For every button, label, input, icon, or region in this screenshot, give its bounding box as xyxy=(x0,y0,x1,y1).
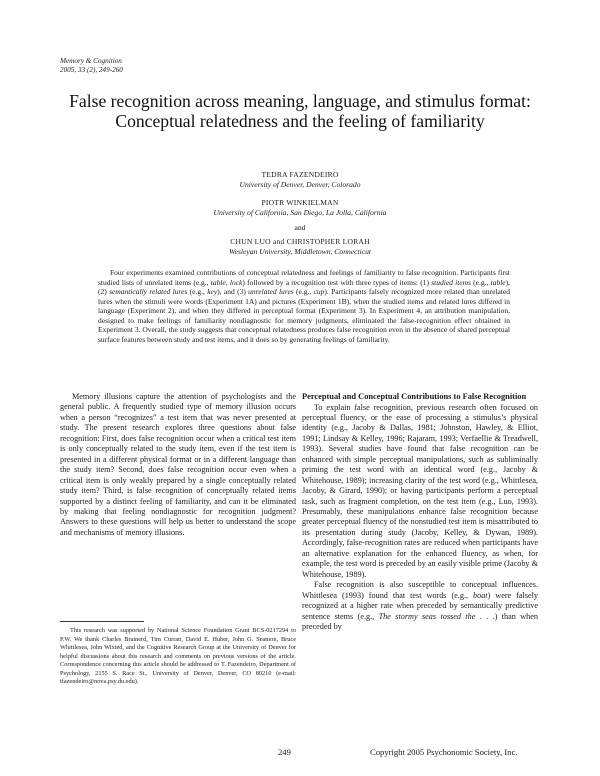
abstract: Four experiments examined contributions of conceptual relatedness and feelings of familiarity to false recognition. Participants first studied lists of unrelated items (e.g., table, lock) followed by a recognition test with three types of items: (1) studied items (e.g., table), (2) semantically related lures (e.g., key), and (3) unrelated lures (e.g., cup). Participants falsely recognized more related than unrelated lures when the stimuli were words (Experiment 1A) and pictures (Experiment 1B), when the studied items and related lures differed in language (Experiment 2), and when they differed in perceptual format (Experiment 3). In Experiment 4, an attribution manipulation, designed to make feelings of familiarity nondiagnostic for memory judgments, eliminated the false-recognition effect obtained in Experiment 3. Overall, the study suggests that conceptual relatedness produces false recognition even in the absence of shared perceptual surface features between study and test items, and it does so by generating feelings of familiarity. xyxy=(98,268,511,344)
author-affiliation: University of Denver, Denver, Colorado xyxy=(239,180,361,189)
footnote: This research was supported by National Science Foundation Grant BCS-0217294 to P.W. We thank Charles Brainerd, Tim Curran, David E. Huber, John G. Seamon, Bruce Whittlesea, John Wixted, and the Cognitive Research Group at the University of Denver for helpful discussions about this research and comments on previous versions of the article. Correspondence concerning this article should be addressed to T. Fazendeiro, Department of Psychology, 2155 S. Race St., University of Denver, Denver, CO 80210 (e-mail: tfazendeiro@nova.psy.du.edu). xyxy=(60,627,296,686)
body-paragraph: To explain false recognition, previous research often focused on perceptual fluency, or the ease of processing a stimulus’s physical identity (e.g., Jacoby & Dallas, 1981; Johnston, Hawley, & Elliot, 1991; Lindsay & Kelley, 1996; Rajaram, 1993; Verfaellie & Treadwell, 1993). Several studies have found that false recognition can be enhanced with simple perceptual manipulations, such as subliminally priming the test word with an identical word (e.g., Jacoby & Whitehouse, 1989); increasing clarity of the test word (e.g., Whittlesea, Jacoby, & Girard, 1990); or having participants perform a perceptual task, such as fragment completion, on the test item (e.g., Luo, 1993). Presumably, these manipulations enhance false recognition because greater perceptual fluency of the nonstudied test item is misattributed to its presentation during study (Jacoby, Kelley, & Dywan, 1989). Accordingly, false-recognition rates are reduced when participants have an alternative explanation for the enhanced fluency, as when, for example, the test word is preceded by an easily visible prime (Jacoby & Whitehouse, 1989). xyxy=(302,402,538,579)
page-number: 249 xyxy=(278,747,291,757)
journal-header xyxy=(60,57,123,75)
body-paragraph: False recognition is also susceptible to conceptual influences. Whittlesea (1993) found that test words (e.g., boat) were falsely recognized at a higher rate when preceded by semantically predictive sentence stems (e.g., The stormy seas tossed the . . .) than when preceded by xyxy=(302,580,538,632)
journal-name: Memory & Cognition xyxy=(60,57,122,65)
intro-paragraph: Memory illusions capture the attention of psychologists and the general public. A frequently studied type of memory illusion occurs when a person “recognizes” a test item that was never presented at study. The present research explores three questions about false recognition: First, does false recognition occur when a critical test item is only conceptually related to the study item, even if the test item is presented in a different physical format or in a different language than the study item? Second, does false recognition occur even when a critical item is only weakly prepared by a single conceptually related study item? Third, is false recognition of conceptually related items supported by a distinct feeling of familiarity, and can it be eliminated by making that feeling nondiagnostic for recognition judgment? Answers to these questions will help us better to understand the scope and mechanisms of memory illusions. xyxy=(60,392,296,537)
journal-citation: 2005, 33 (2), 249-260 xyxy=(60,66,123,74)
author-affiliation: University of California, San Diego, La Jolla, California xyxy=(213,208,387,217)
right-column xyxy=(302,392,538,632)
footnote-divider xyxy=(60,621,144,622)
author-affiliation: Wesleyan University, Middletown, Connecticut xyxy=(228,247,372,256)
author-block-3 xyxy=(60,237,540,257)
author-block-1 xyxy=(60,170,540,190)
left-column xyxy=(60,392,296,538)
authors-and: and xyxy=(294,223,306,232)
author-separator xyxy=(60,223,540,233)
author-name: CHUN LUO and CHRISTOPHER LORAH xyxy=(230,237,370,246)
author-name: TEDRA FAZENDEIRO xyxy=(261,170,339,179)
copyright-notice: Copyright 2005 Psychonomic Society, Inc. xyxy=(370,747,518,757)
paper-title: False recognition across meaning, language, and stimulus format: Conceptual relatedness and the feeling of familiarity xyxy=(69,91,531,131)
section-heading: Perceptual and Conceptual Contributions to False Recognition xyxy=(302,392,527,401)
author-block-2 xyxy=(60,198,540,218)
author-name: PIOTR WINKIELMAN xyxy=(261,198,339,207)
